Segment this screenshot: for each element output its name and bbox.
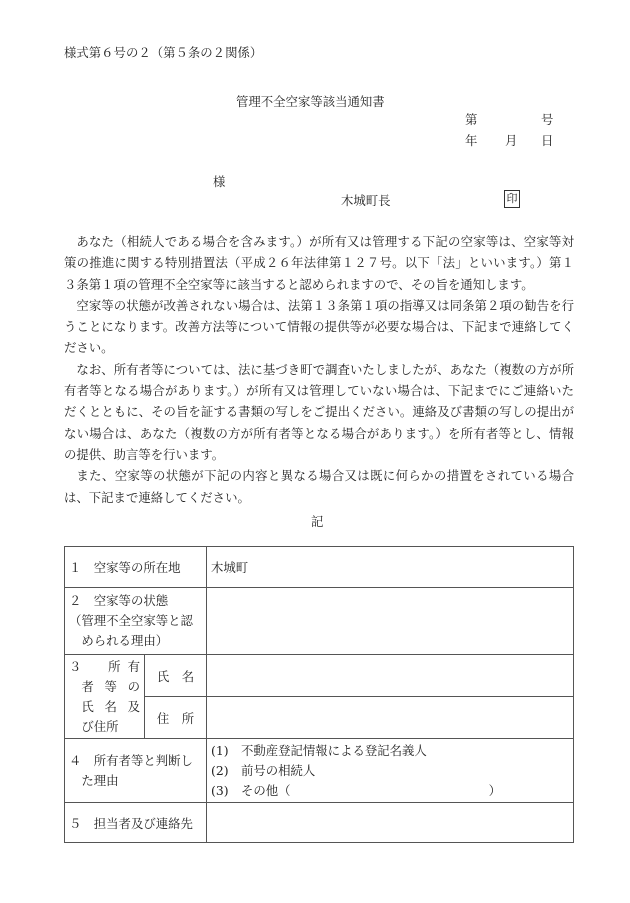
date-month: 月 bbox=[505, 133, 518, 148]
reason-options bbox=[207, 739, 574, 803]
addressee-suffix: 様 bbox=[213, 174, 226, 189]
ki-heading: 記 bbox=[311, 514, 324, 529]
contact-value bbox=[207, 803, 574, 843]
owner-name-value bbox=[207, 655, 574, 697]
seal-mark: 印 bbox=[504, 190, 520, 208]
owner-name-label: 氏 名 bbox=[145, 655, 207, 697]
sender: 木城町長 bbox=[341, 193, 391, 208]
date-day: 日 bbox=[541, 133, 554, 148]
owner-address-value bbox=[207, 697, 574, 739]
table-row bbox=[65, 588, 574, 655]
details-table bbox=[64, 546, 574, 843]
reason-option-3: (3) その他（ ） bbox=[211, 782, 502, 798]
owner-address-label: 住 所 bbox=[145, 697, 207, 739]
reason-label: ４ 所有者等と判断し た理由 bbox=[65, 739, 207, 803]
date-year: 年 bbox=[465, 133, 478, 148]
form-number: 様式第６号の２（第５条の２関係） bbox=[64, 45, 263, 60]
table-row bbox=[65, 803, 574, 843]
document-title: 管理不全空家等該当通知書 bbox=[236, 94, 385, 109]
number-prefix: 第 bbox=[465, 112, 478, 127]
table-row bbox=[65, 547, 574, 588]
paragraph-1: あなた（相続人である場合を含みます。）が所有又は管理する下記の空家等は、空家等対策の推進に関する特別措置法（平成２６年法律第１２７号。以下「法」といいます。）第１３条第１項の管理不全空家等に該当すると認められますので、その旨を通知します。 bbox=[64, 234, 574, 292]
table-row bbox=[65, 655, 574, 697]
notice-body bbox=[64, 231, 574, 508]
table-row bbox=[65, 739, 574, 803]
paragraph-3: なお、所有者等については、法に基づき町で調査いたしましたが、あなた（複数の方が所有者等となる場合があります。）が所有又は管理していない場合は、下記までにご連絡いただくとともに、その旨を証する書類の写しをご提出ください。連絡及び書類の写しの提出がない場合は、あなた（複数の方が所有者等となる場合があります。）を所有者等とし、情報の提供、助言等を行います。 bbox=[64, 361, 574, 462]
condition-label: ２ 空家等の状態 （管理不全空家等と認 められる理由） bbox=[65, 588, 207, 655]
number-suffix: 号 bbox=[541, 112, 554, 127]
contact-label: ５ 担当者及び連絡先 bbox=[65, 803, 207, 843]
paragraph-2: 空家等の状態が改善されない場合は、法第１３条第１項の指導又は同条第２項の勧告を行うことになります。改善方法等について情報の提供等が必要な場合は、下記まで連絡してください。 bbox=[64, 297, 574, 356]
reason-option-2: (2) 前号の相続人 bbox=[211, 762, 316, 778]
owner-label: ３ 所有 者等の 氏名及 び住所 bbox=[65, 655, 145, 739]
reason-option-1: (1) 不動産登記情報による登記名義人 bbox=[211, 742, 427, 758]
paragraph-4: また、空家等の状態が下記の内容と異なる場合又は既に何らかの措置をされている場合は、下記まで連絡してください。 bbox=[64, 468, 574, 505]
location-value: 木城町 bbox=[207, 547, 574, 588]
location-label: １ 空家等の所在地 bbox=[65, 547, 207, 588]
condition-value bbox=[207, 588, 574, 655]
